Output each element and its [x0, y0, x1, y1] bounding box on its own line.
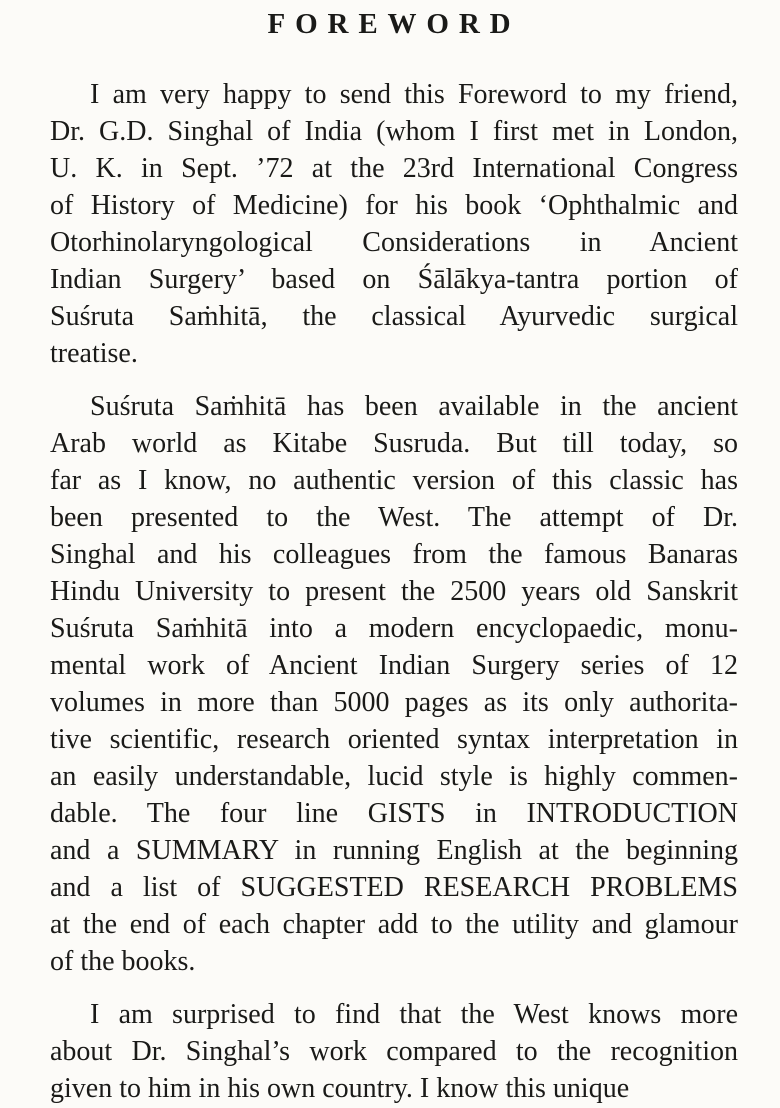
paragraph — [50, 76, 738, 372]
text-line: I am surprised to find that the West knows more — [90, 999, 738, 1030]
text-line: mental work of Ancient Indian Surgery series of 12 — [50, 650, 738, 681]
text-line: Hindu University to present the 2500 years old Sanskrit — [50, 576, 738, 607]
text-line: Otorhinolaryngological Considerations in Ancient — [50, 227, 738, 258]
text-line: of History of Medicine) for his book ‘Ophthalmic and — [50, 190, 738, 221]
text-line: Indian Surgery’ based on Śālākya-tantra portion of — [50, 264, 738, 295]
text-line: treatise. — [50, 338, 138, 369]
paragraph — [50, 388, 738, 980]
text-line: U. K. in Sept. ’72 at the 23rd International Congress — [50, 153, 738, 184]
text-line: I am very happy to send this Foreword to my friend, — [90, 79, 738, 110]
paragraph — [50, 996, 738, 1107]
page-title: FOREWORD — [267, 8, 521, 40]
text-line: about Dr. Singhal’s work compared to the recognition — [50, 1036, 738, 1067]
text-line: Suśruta Saṁhitā into a modern encyclopaedic, monu- — [50, 613, 738, 644]
text-line: an easily understandable, lucid style is highly commen- — [50, 761, 738, 792]
text-line: of the books. — [50, 946, 196, 977]
text-line: given to him in his own country. I know this unique — [50, 1073, 630, 1104]
text-line: Arab world as Kitabe Susruda. But till today, so — [50, 428, 738, 459]
foreword-text — [50, 76, 738, 1107]
text-line: Suśruta Saṁhitā has been available in the ancient — [90, 391, 738, 422]
text-line: Dr. G.D. Singhal of India (whom I first met in London, — [50, 116, 738, 147]
text-line: Singhal and his colleagues from the famous Banaras — [50, 539, 738, 570]
text-line: Suśruta Saṁhitā, the classical Ayurvedic surgical — [50, 301, 738, 332]
text-line: at the end of each chapter add to the utility and glamour — [50, 909, 738, 940]
text-line: tive scientific, research oriented syntax interpretation in — [50, 724, 738, 755]
text-line: far as I know, no authentic version of this classic has — [50, 465, 738, 496]
text-line: been presented to the West. The attempt of Dr. — [50, 502, 738, 533]
text-line: and a SUMMARY in running English at the beginning — [50, 835, 738, 866]
text-line: and a list of SUGGESTED RESEARCH PROBLEMS — [50, 872, 738, 903]
text-line: volumes in more than 5000 pages as its only authorita- — [50, 687, 738, 718]
text-line: dable. The four line GISTS in INTRODUCTION — [50, 798, 738, 829]
